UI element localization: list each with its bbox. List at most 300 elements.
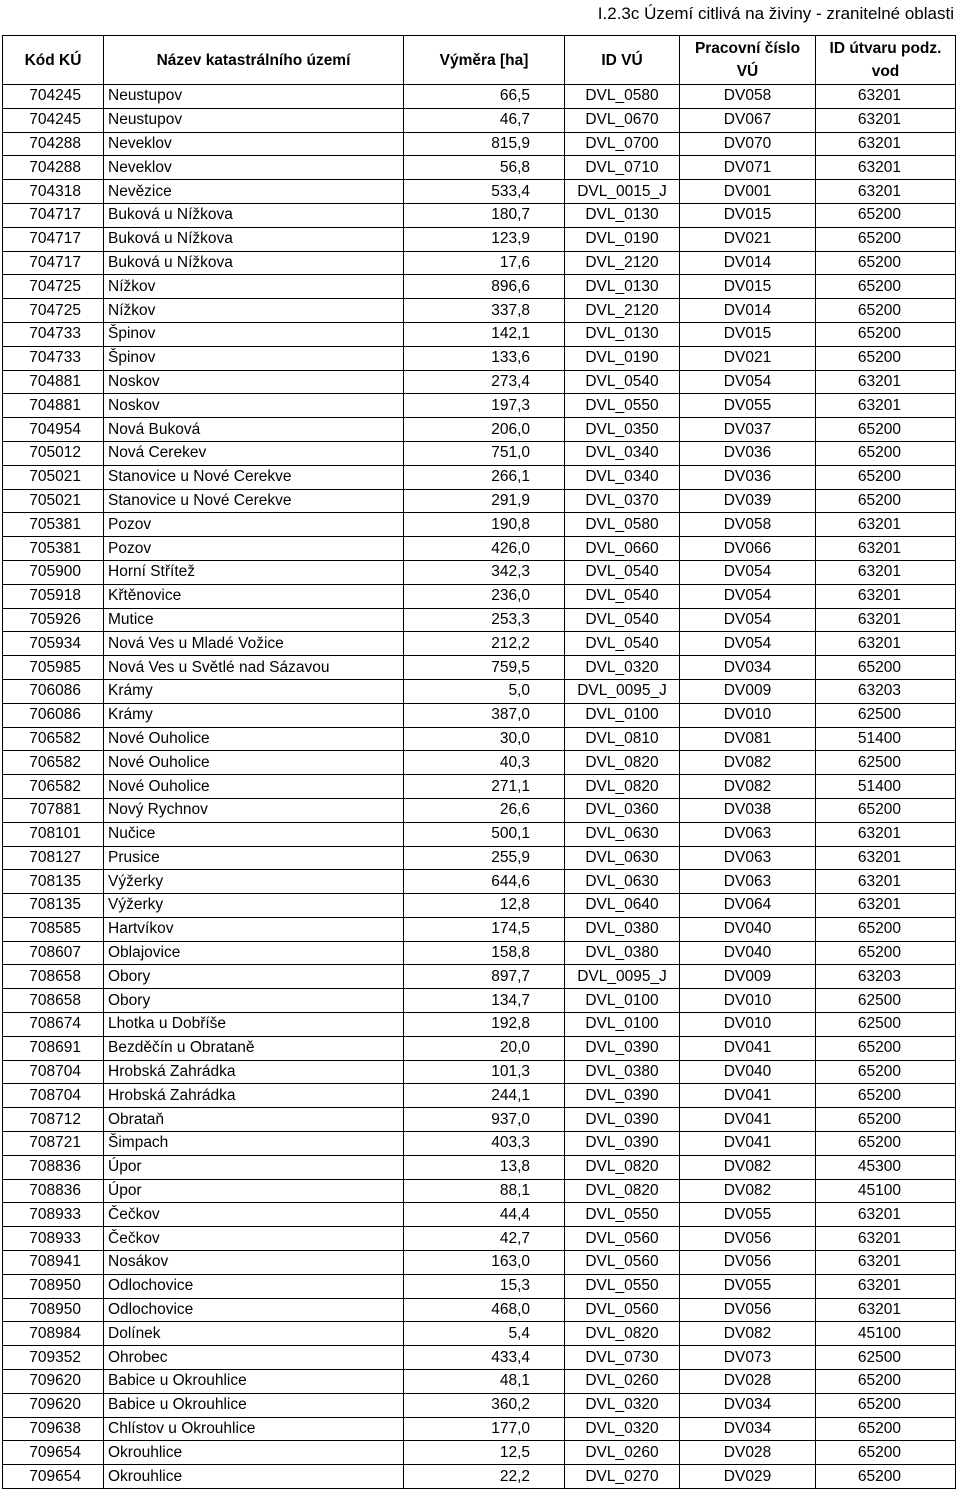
cell-pracovni-cislo: DV055 (680, 1203, 816, 1227)
header-nazev: Název katastrálního území (104, 36, 404, 85)
cell-vymera: 190,8 (404, 513, 565, 537)
cell-kod-ku: 705021 (3, 489, 104, 513)
table-row (3, 584, 956, 608)
cell-nazev: Čečkov (104, 1203, 404, 1227)
cell-id-vu: DVL_0670 (565, 108, 680, 132)
cell-vymera: 342,3 (404, 560, 565, 584)
cell-id-utvaru: 45300 (816, 1155, 956, 1179)
cell-pracovni-cislo: DV036 (680, 465, 816, 489)
cell-id-vu: DVL_0540 (565, 370, 680, 394)
cell-kod-ku: 708691 (3, 1036, 104, 1060)
cell-pracovni-cislo: DV014 (680, 251, 816, 275)
cell-vymera: 12,8 (404, 894, 565, 918)
cell-id-vu: DVL_0660 (565, 537, 680, 561)
cell-id-vu: DVL_0015_J (565, 180, 680, 204)
cell-id-vu: DVL_0820 (565, 1155, 680, 1179)
cell-vymera: 180,7 (404, 203, 565, 227)
cell-kod-ku: 708704 (3, 1060, 104, 1084)
cell-id-utvaru: 51400 (816, 775, 956, 799)
cell-vymera: 533,4 (404, 180, 565, 204)
cell-nazev: Hrobská Zahrádka (104, 1060, 404, 1084)
table-row (3, 1227, 956, 1251)
table-row (3, 1298, 956, 1322)
cell-id-vu: DVL_0390 (565, 1108, 680, 1132)
cell-vymera: 426,0 (404, 537, 565, 561)
cell-vymera: 48,1 (404, 1370, 565, 1394)
cell-id-vu: DVL_0550 (565, 394, 680, 418)
cell-id-vu: DVL_0560 (565, 1251, 680, 1275)
cell-kod-ku: 709620 (3, 1393, 104, 1417)
cell-kod-ku: 704288 (3, 156, 104, 180)
cell-nazev: Krámy (104, 679, 404, 703)
cell-nazev: Nová Cerekev (104, 441, 404, 465)
cell-id-utvaru: 65200 (816, 489, 956, 513)
cell-pracovni-cislo: DV041 (680, 1108, 816, 1132)
cell-pracovni-cislo: DV015 (680, 275, 816, 299)
table-row (3, 251, 956, 275)
header-vymera: Výměra [ha] (404, 36, 565, 85)
cell-id-vu: DVL_0560 (565, 1227, 680, 1251)
cell-nazev: Křtěnovice (104, 584, 404, 608)
cell-nazev: Výžerky (104, 870, 404, 894)
cell-pracovni-cislo: DV070 (680, 132, 816, 156)
cell-vymera: 360,2 (404, 1393, 565, 1417)
cell-id-vu: DVL_0730 (565, 1346, 680, 1370)
cell-id-vu: DVL_0190 (565, 227, 680, 251)
cell-id-utvaru: 63201 (816, 537, 956, 561)
table-row (3, 608, 956, 632)
cell-id-vu: DVL_0095_J (565, 679, 680, 703)
table-row (3, 227, 956, 251)
cell-nazev: Nevězice (104, 180, 404, 204)
cell-vymera: 22,2 (404, 1465, 565, 1489)
cell-kod-ku: 708585 (3, 917, 104, 941)
cell-id-utvaru: 63201 (816, 584, 956, 608)
cell-kod-ku: 708950 (3, 1274, 104, 1298)
cell-vymera: 134,7 (404, 989, 565, 1013)
cell-vymera: 244,1 (404, 1084, 565, 1108)
cell-id-utvaru: 65200 (816, 1084, 956, 1108)
cell-id-utvaru: 65200 (816, 1393, 956, 1417)
cell-kod-ku: 705926 (3, 608, 104, 632)
cell-pracovni-cislo: DV056 (680, 1227, 816, 1251)
cell-pracovni-cislo: DV054 (680, 584, 816, 608)
cell-nazev: Oblajovice (104, 941, 404, 965)
cell-vymera: 44,4 (404, 1203, 565, 1227)
cell-id-utvaru: 62500 (816, 1013, 956, 1037)
cell-id-vu: DVL_0100 (565, 703, 680, 727)
cell-kod-ku: 705381 (3, 537, 104, 561)
cell-vymera: 206,0 (404, 418, 565, 442)
cell-kod-ku: 706582 (3, 775, 104, 799)
cell-id-vu: DVL_0130 (565, 322, 680, 346)
table-row (3, 703, 956, 727)
cell-id-utvaru: 62500 (816, 751, 956, 775)
cell-kod-ku: 708101 (3, 822, 104, 846)
cell-nazev: Nové Ouholice (104, 775, 404, 799)
cell-vymera: 815,9 (404, 132, 565, 156)
cell-vymera: 30,0 (404, 727, 565, 751)
cell-pracovni-cislo: DV054 (680, 632, 816, 656)
cell-nazev: Buková u Nížkova (104, 251, 404, 275)
cell-id-utvaru: 65200 (816, 1441, 956, 1465)
cell-vymera: 163,0 (404, 1251, 565, 1275)
cell-id-vu: DVL_0640 (565, 894, 680, 918)
table-row (3, 203, 956, 227)
cell-id-utvaru: 65200 (816, 1132, 956, 1156)
table-row (3, 513, 956, 537)
cell-kod-ku: 704717 (3, 203, 104, 227)
cell-id-vu: DVL_0540 (565, 584, 680, 608)
header-pracovni-cislo (680, 36, 816, 85)
cell-kod-ku: 704245 (3, 108, 104, 132)
cell-vymera: 101,3 (404, 1060, 565, 1084)
cell-kod-ku: 709654 (3, 1441, 104, 1465)
cell-id-vu: DVL_0320 (565, 1417, 680, 1441)
cell-pracovni-cislo: DV015 (680, 322, 816, 346)
cell-id-utvaru: 62500 (816, 1346, 956, 1370)
table-row (3, 322, 956, 346)
table-row (3, 108, 956, 132)
table-row (3, 370, 956, 394)
table-row (3, 465, 956, 489)
cell-id-vu: DVL_0560 (565, 1298, 680, 1322)
cell-vymera: 5,0 (404, 679, 565, 703)
cell-id-vu: DVL_0130 (565, 203, 680, 227)
cell-nazev: Noskov (104, 394, 404, 418)
table-row (3, 1322, 956, 1346)
cell-nazev: Neustupov (104, 85, 404, 109)
cell-kod-ku: 705381 (3, 513, 104, 537)
cell-id-utvaru: 63201 (816, 394, 956, 418)
cell-nazev: Nučice (104, 822, 404, 846)
cell-id-utvaru: 63201 (816, 156, 956, 180)
cell-id-vu: DVL_0820 (565, 775, 680, 799)
cell-id-utvaru: 65200 (816, 227, 956, 251)
cell-nazev: Nové Ouholice (104, 727, 404, 751)
cell-id-utvaru: 65200 (816, 346, 956, 370)
cell-id-utvaru: 65200 (816, 656, 956, 680)
cell-pracovni-cislo: DV082 (680, 775, 816, 799)
cell-kod-ku: 704881 (3, 370, 104, 394)
cell-kod-ku: 704725 (3, 275, 104, 299)
cell-vymera: 644,6 (404, 870, 565, 894)
cell-id-vu: DVL_0390 (565, 1132, 680, 1156)
cell-pracovni-cislo: DV081 (680, 727, 816, 751)
table-row (3, 656, 956, 680)
cell-nazev: Nová Ves u Mladé Vožice (104, 632, 404, 656)
cell-id-vu: DVL_0095_J (565, 965, 680, 989)
cell-nazev: Nový Rychnov (104, 798, 404, 822)
cell-pracovni-cislo: DV067 (680, 108, 816, 132)
cell-kod-ku: 706086 (3, 679, 104, 703)
cell-id-utvaru: 65200 (816, 798, 956, 822)
cell-vymera: 759,5 (404, 656, 565, 680)
cell-pracovni-cislo: DV055 (680, 1274, 816, 1298)
cell-vymera: 192,8 (404, 1013, 565, 1037)
cell-vymera: 253,3 (404, 608, 565, 632)
cell-pracovni-cislo: DV063 (680, 846, 816, 870)
cell-pracovni-cislo: DV063 (680, 822, 816, 846)
cell-id-utvaru: 65200 (816, 1465, 956, 1489)
header-utvar-line2: vod (871, 63, 900, 80)
cell-id-utvaru: 65200 (816, 1036, 956, 1060)
cell-vymera: 5,4 (404, 1322, 565, 1346)
cell-pracovni-cislo: DV066 (680, 537, 816, 561)
cell-kod-ku: 709352 (3, 1346, 104, 1370)
cell-vymera: 142,1 (404, 322, 565, 346)
cell-pracovni-cislo: DV082 (680, 751, 816, 775)
cell-id-utvaru: 63201 (816, 108, 956, 132)
table-row (3, 85, 956, 109)
cell-pracovni-cislo: DV034 (680, 656, 816, 680)
cell-kod-ku: 708933 (3, 1227, 104, 1251)
cell-id-vu: DVL_0370 (565, 489, 680, 513)
cell-nazev: Bezděčín u Obrataně (104, 1036, 404, 1060)
header-utvar-line1: ID útvaru podz. (829, 40, 942, 57)
cell-pracovni-cislo: DV034 (680, 1417, 816, 1441)
cell-id-vu: DVL_0630 (565, 822, 680, 846)
cell-id-vu: DVL_0540 (565, 560, 680, 584)
cell-pracovni-cislo: DV055 (680, 394, 816, 418)
cell-vymera: 212,2 (404, 632, 565, 656)
cell-id-utvaru: 65200 (816, 299, 956, 323)
cell-kod-ku: 708721 (3, 1132, 104, 1156)
table-row (3, 1084, 956, 1108)
cell-id-vu: DVL_0580 (565, 85, 680, 109)
table-row (3, 1417, 956, 1441)
cell-id-vu: DVL_0260 (565, 1370, 680, 1394)
cell-id-vu: DVL_0630 (565, 846, 680, 870)
table-row (3, 156, 956, 180)
cell-vymera: 271,1 (404, 775, 565, 799)
cell-nazev: Odlochovice (104, 1298, 404, 1322)
table-row (3, 894, 956, 918)
cell-id-utvaru: 65200 (816, 1060, 956, 1084)
cell-kod-ku: 704318 (3, 180, 104, 204)
cell-id-vu: DVL_0130 (565, 275, 680, 299)
cell-id-utvaru: 63201 (816, 1298, 956, 1322)
cell-kod-ku: 708658 (3, 965, 104, 989)
cell-id-utvaru: 63203 (816, 679, 956, 703)
cell-nazev: Pozov (104, 537, 404, 561)
table-row (3, 489, 956, 513)
cell-nazev: Obory (104, 989, 404, 1013)
cell-vymera: 273,4 (404, 370, 565, 394)
cell-kod-ku: 705985 (3, 656, 104, 680)
cell-nazev: Horní Střítež (104, 560, 404, 584)
cell-nazev: Dolínek (104, 1322, 404, 1346)
cell-nazev: Stanovice u Nové Cerekve (104, 465, 404, 489)
table-row (3, 1370, 956, 1394)
cell-id-utvaru: 65200 (816, 203, 956, 227)
cell-id-utvaru: 65200 (816, 275, 956, 299)
cell-id-utvaru: 65200 (816, 1370, 956, 1394)
cell-vymera: 56,8 (404, 156, 565, 180)
cell-kod-ku: 708674 (3, 1013, 104, 1037)
document-title: I.2.3c Území citlivá na živiny - zranitelné oblasti (597, 4, 954, 23)
cell-id-utvaru: 45100 (816, 1179, 956, 1203)
cell-kod-ku: 704717 (3, 227, 104, 251)
cell-nazev: Nové Ouholice (104, 751, 404, 775)
cell-vymera: 468,0 (404, 1298, 565, 1322)
cell-pracovni-cislo: DV009 (680, 965, 816, 989)
cell-kod-ku: 705012 (3, 441, 104, 465)
header-kod-ku: Kód KÚ (3, 36, 104, 85)
cell-id-vu: DVL_0190 (565, 346, 680, 370)
table-row (3, 1155, 956, 1179)
cell-nazev: Obrataň (104, 1108, 404, 1132)
table-row (3, 418, 956, 442)
table-row (3, 798, 956, 822)
cell-vymera: 433,4 (404, 1346, 565, 1370)
table-row (3, 917, 956, 941)
cell-id-utvaru: 65200 (816, 941, 956, 965)
cell-pracovni-cislo: DV010 (680, 989, 816, 1013)
cell-kod-ku: 708836 (3, 1179, 104, 1203)
cell-kod-ku: 708836 (3, 1155, 104, 1179)
cell-vymera: 937,0 (404, 1108, 565, 1132)
cell-vymera: 133,6 (404, 346, 565, 370)
cell-id-vu: DVL_0260 (565, 1441, 680, 1465)
cell-pracovni-cislo: DV038 (680, 798, 816, 822)
cell-nazev: Neveklov (104, 132, 404, 156)
cell-id-utvaru: 65200 (816, 917, 956, 941)
cell-vymera: 66,5 (404, 85, 565, 109)
cell-vymera: 291,9 (404, 489, 565, 513)
cell-id-utvaru: 63201 (816, 1203, 956, 1227)
cell-pracovni-cislo: DV001 (680, 180, 816, 204)
table-row (3, 132, 956, 156)
table-row (3, 1465, 956, 1489)
header-id-vu: ID VÚ (565, 36, 680, 85)
cell-pracovni-cislo: DV041 (680, 1084, 816, 1108)
cell-nazev: Čečkov (104, 1227, 404, 1251)
cell-id-vu: DVL_2120 (565, 299, 680, 323)
cell-id-vu: DVL_0340 (565, 465, 680, 489)
cell-id-vu: DVL_0810 (565, 727, 680, 751)
table-row (3, 751, 956, 775)
cell-id-utvaru: 65200 (816, 465, 956, 489)
cell-pracovni-cislo: DV028 (680, 1370, 816, 1394)
cell-id-vu: DVL_0390 (565, 1084, 680, 1108)
cell-id-vu: DVL_0820 (565, 751, 680, 775)
cell-nazev: Okrouhlice (104, 1465, 404, 1489)
cell-id-vu: DVL_0380 (565, 1060, 680, 1084)
cell-pracovni-cislo: DV040 (680, 1060, 816, 1084)
cell-id-vu: DVL_0350 (565, 418, 680, 442)
cell-pracovni-cislo: DV029 (680, 1465, 816, 1489)
cell-pracovni-cislo: DV015 (680, 203, 816, 227)
cell-id-utvaru: 63201 (816, 894, 956, 918)
cell-kod-ku: 708607 (3, 941, 104, 965)
cell-id-vu: DVL_0100 (565, 1013, 680, 1037)
cell-id-utvaru: 63201 (816, 513, 956, 537)
cell-kod-ku: 704717 (3, 251, 104, 275)
table-row (3, 537, 956, 561)
cell-vymera: 177,0 (404, 1417, 565, 1441)
cell-nazev: Šimpach (104, 1132, 404, 1156)
table-row (3, 1203, 956, 1227)
cell-pracovni-cislo: DV064 (680, 894, 816, 918)
cell-pracovni-cislo: DV036 (680, 441, 816, 465)
table-row (3, 299, 956, 323)
cell-pracovni-cislo: DV039 (680, 489, 816, 513)
cell-nazev: Stanovice u Nové Cerekve (104, 489, 404, 513)
cell-pracovni-cislo: DV021 (680, 346, 816, 370)
cell-nazev: Nová Ves u Světlé nad Sázavou (104, 656, 404, 680)
cell-kod-ku: 705918 (3, 584, 104, 608)
cadastral-table (2, 35, 956, 1489)
cell-vymera: 158,8 (404, 941, 565, 965)
cell-vymera: 751,0 (404, 441, 565, 465)
table-row (3, 775, 956, 799)
cell-pracovni-cislo: DV028 (680, 1441, 816, 1465)
cell-kod-ku: 705900 (3, 560, 104, 584)
cell-vymera: 896,6 (404, 275, 565, 299)
cell-pracovni-cislo: DV040 (680, 917, 816, 941)
table-row (3, 180, 956, 204)
cell-kod-ku: 704288 (3, 132, 104, 156)
cell-pracovni-cislo: DV058 (680, 85, 816, 109)
cell-id-utvaru: 63201 (816, 822, 956, 846)
cell-nazev: Úpor (104, 1155, 404, 1179)
cell-nazev: Chlístov u Okrouhlice (104, 1417, 404, 1441)
cell-id-utvaru: 51400 (816, 727, 956, 751)
cell-id-utvaru: 45100 (816, 1322, 956, 1346)
table-row (3, 965, 956, 989)
cell-nazev: Prusice (104, 846, 404, 870)
cell-nazev: Neustupov (104, 108, 404, 132)
cell-id-vu: DVL_0820 (565, 1179, 680, 1203)
cell-id-vu: DVL_0270 (565, 1465, 680, 1489)
cell-id-utvaru: 63201 (816, 632, 956, 656)
cell-pracovni-cislo: DV041 (680, 1132, 816, 1156)
cell-nazev: Špinov (104, 322, 404, 346)
cell-pracovni-cislo: DV021 (680, 227, 816, 251)
cell-id-utvaru: 63201 (816, 560, 956, 584)
cell-nazev: Buková u Nížkova (104, 203, 404, 227)
table-row (3, 727, 956, 751)
cell-kod-ku: 708941 (3, 1251, 104, 1275)
cell-kod-ku: 708658 (3, 989, 104, 1013)
cell-vymera: 20,0 (404, 1036, 565, 1060)
cell-vymera: 174,5 (404, 917, 565, 941)
cell-id-utvaru: 63203 (816, 965, 956, 989)
table-row (3, 679, 956, 703)
cell-kod-ku: 704881 (3, 394, 104, 418)
cell-vymera: 88,1 (404, 1179, 565, 1203)
cell-pracovni-cislo: DV010 (680, 703, 816, 727)
cell-id-utvaru: 63201 (816, 85, 956, 109)
cell-nazev: Babice u Okrouhlice (104, 1370, 404, 1394)
cell-nazev: Nosákov (104, 1251, 404, 1275)
cell-vymera: 236,0 (404, 584, 565, 608)
cell-kod-ku: 706086 (3, 703, 104, 727)
cell-kod-ku: 704725 (3, 299, 104, 323)
cell-kod-ku: 709654 (3, 1465, 104, 1489)
cell-id-utvaru: 63201 (816, 1274, 956, 1298)
cell-pracovni-cislo: DV054 (680, 560, 816, 584)
table-row (3, 441, 956, 465)
table-row (3, 941, 956, 965)
cell-kod-ku: 708950 (3, 1298, 104, 1322)
cell-pracovni-cislo: DV082 (680, 1179, 816, 1203)
cell-vymera: 403,3 (404, 1132, 565, 1156)
cell-pracovni-cislo: DV082 (680, 1155, 816, 1179)
cell-vymera: 40,3 (404, 751, 565, 775)
cell-vymera: 897,7 (404, 965, 565, 989)
